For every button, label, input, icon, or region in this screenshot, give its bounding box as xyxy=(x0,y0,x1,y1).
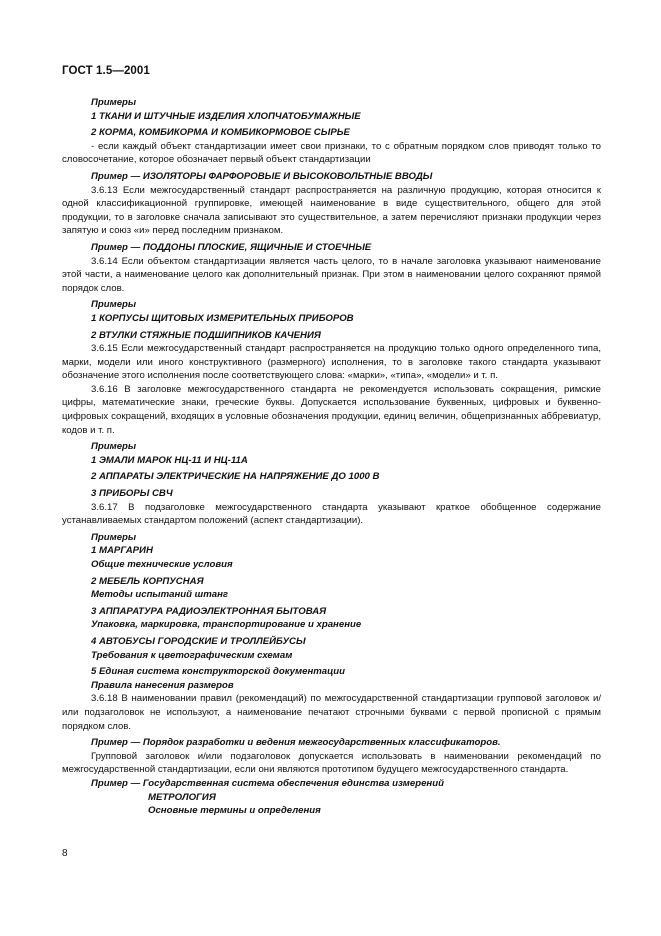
example-line: 5 Единая система конструкторской документации xyxy=(91,666,346,678)
example-line: Упаковка, маркировка, транспортирование и хранение xyxy=(91,619,362,631)
example-line: Примеры xyxy=(91,531,137,543)
example-line: 2 МЕБЕЛЬ КОРПУСНАЯ xyxy=(91,575,204,587)
example-line: 2 ВТУЛКИ СТЯЖНЫЕ ПОДШИПНИКОВ КАЧЕНИЯ xyxy=(91,329,321,341)
paragraph: 3.6.15 Если межгосударственный стандарт распространяется на продукцию только одного определенного типа, марки, модели или иного конструктивного (размерного) исполнения, то в заголовке такого стандарта указывают обозначение этого исполнения после соответствующего слова: «марки», «типа», «модели» и т. п. xyxy=(62,343,601,382)
example-line: Общие технические условия xyxy=(91,559,233,570)
example-line: Примеры xyxy=(91,97,137,108)
example-line: Пример — Порядок разработки и ведения межгосударственных классификаторов. xyxy=(91,737,501,749)
example-line: 4 АВТОБУСЫ ГОРОДСКИЕ И ТРОЛЛЕЙБУСЫ xyxy=(91,635,306,647)
paragraph: 3.6.14 Если объектом стандартизации является часть целого, то в начале заголовка указывают наименование этой части, а наименование целого как дополнительный признак. При этом в наименовании целого сохраняют прямой порядок слов. xyxy=(62,255,601,294)
paragraph: 3.6.13 Если межгосударственный стандарт распространяется на различную продукцию, которая относится к одной классификационной группировке, имеющей наименование в виде существительного, общего для этой продукции, то в заголовке сначала записывают это существительное, а затем перечисляют признаки продукции через запятую и союз «и» перед последним признаком. xyxy=(62,184,601,237)
page-content xyxy=(62,96,601,818)
example-line: Примеры xyxy=(91,441,137,453)
example-subline: МЕТРОЛОГИЯ xyxy=(148,791,216,803)
example-line: 2 КОРМА, КОМБИКОРМА И КОМБИКОРМОВОЕ СЫРЬЕ xyxy=(91,127,350,139)
example-line: 3 АППАРАТУРА РАДИОЭЛЕКТРОННАЯ БЫТОВАЯ xyxy=(91,605,327,617)
example-line: Примеры xyxy=(91,299,137,311)
example-line: 1 КОРПУСЫ ЩИТОВЫХ ИЗМЕРИТЕЛЬНЫХ ПРИБОРОВ xyxy=(91,312,354,324)
example-subline: Основные термины и определения xyxy=(148,805,321,817)
paragraph: 3.6.18 В наименовании правил (рекомендаций) по межгосударственной стандартизации групповой заголовок и/или подзаголовок не используют, а наименование печатают строчными буквами с первой прописной с прямым порядком слов. xyxy=(62,693,601,732)
paragraph: 3.6.16 В заголовке межгосударственного стандарта не рекомендуется использовать сокращения, римские цифры, математические знаки, греческие буквы. Допускается использование буквенных, цифровых и буквенно-цифровых сокращений, входящих в условные обозначения продукции, единиц величин, общепризнанных аббревиатур, кодов и т. п. xyxy=(62,383,601,436)
example-line: 1 ЭМАЛИ МАРОК НЦ-11 И НЦ-11А xyxy=(91,454,248,466)
example-line: 1 ТКАНИ И ШТУЧНЫЕ ИЗДЕЛИЯ ХЛОПЧАТОБУМАЖНЫЕ xyxy=(91,110,361,122)
document-header: ГОСТ 1.5—2001 xyxy=(62,65,150,77)
example-line: Пример — ПОДДОНЫ ПЛОСКИЕ, ЯЩИЧНЫЕ И СТОЕЧНЫЕ xyxy=(91,241,372,253)
paragraph: 3.6.17 В подзаголовке межгосударственного стандарта указывают краткое обобщенное содержание устанавливаемых стандартом положений (аспект стандартизации). xyxy=(62,501,601,527)
paragraph: Групповой заголовок и/или подзаголовок допускается использовать в наименовании рекомендаций по межгосударственной стандартизации, если они являются прототипом будущего межгосударственного стандарта. xyxy=(62,750,601,776)
example-line: Требования к цветографическим схемам xyxy=(91,649,293,661)
example-line: 3 ПРИБОРЫ СВЧ xyxy=(91,488,173,500)
example-line: 2 АППАРАТЫ ЭЛЕКТРИЧЕСКИЕ НА НАПРЯЖЕНИЕ ДО 1000 В xyxy=(91,471,380,483)
list-paragraph: - если каждый объект стандартизации имеет свои признаки, то с обратным порядком слов приводят только то словосочетание, которое обозначает первый объект стандартизации xyxy=(62,140,601,166)
example-line: Методы испытаний штанг xyxy=(91,589,228,601)
example-line: Пример — ИЗОЛЯТОРЫ ФАРФОРОВЫЕ И ВЫСОКОВОЛЬТНЫЕ ВВОДЫ xyxy=(91,170,433,182)
example-line: Правила нанесения размеров xyxy=(91,679,234,691)
example-line: 1 МАРГАРИН xyxy=(91,545,153,557)
page-number: 8 xyxy=(62,848,68,859)
example-line: Пример — Государственная система обеспечения единства измерений xyxy=(91,777,444,789)
